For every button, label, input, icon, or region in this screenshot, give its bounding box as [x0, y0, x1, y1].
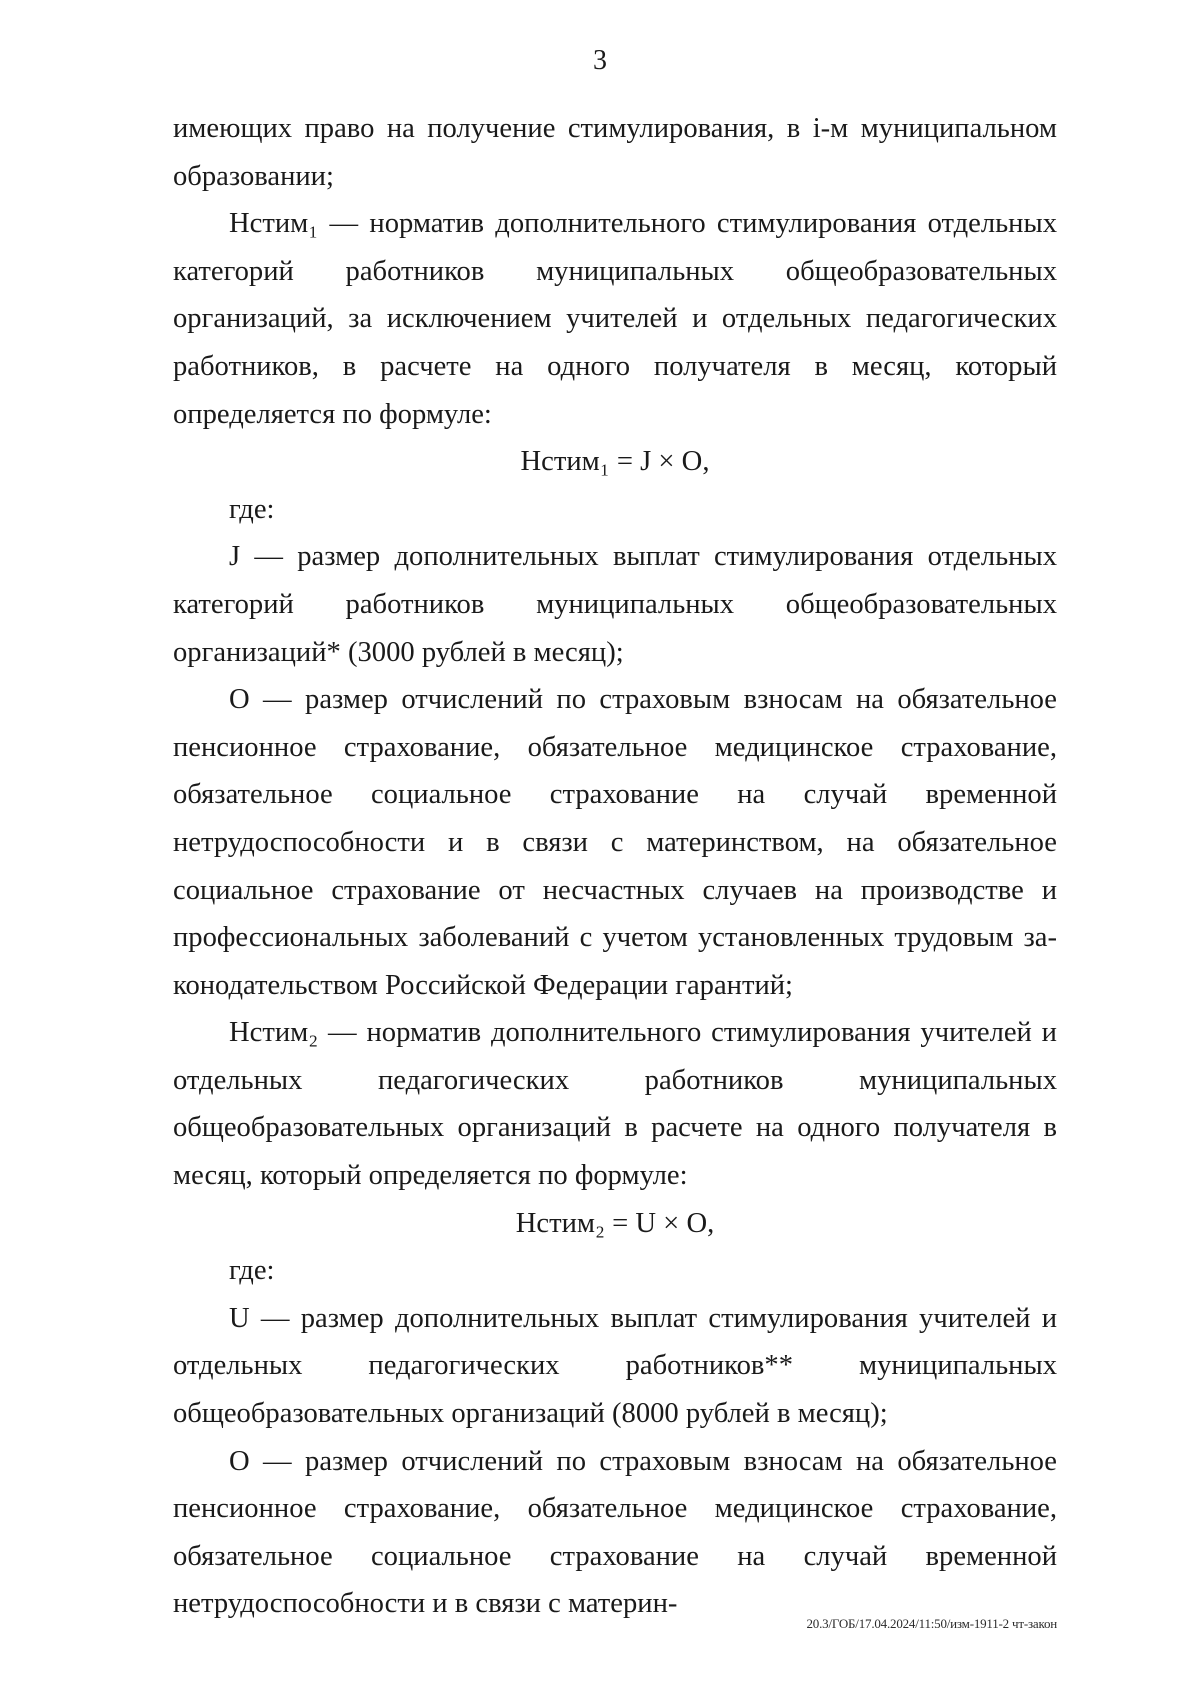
- document-footer: 20.3/ГОБ/17.04.2024/11:50/изм-1911-2 чт-закон: [806, 1616, 1057, 1631]
- paragraph: J — размер дополнительных выплат стимулирования отдельных категорий работников муниципальных общеобразовательных организаций* (3000 рублей в месяц);: [173, 541, 1057, 668]
- paragraph: O — размер отчислений по страховым взносам на обязательное пенсионное страхование, обязательное медицинское страхование, обязательное социальное страхование на случай временной нетрудоспособности и в связи с материнством, на обязательное социальное страхование от несчастных случаев на производстве и профессиональных заболеваний с учетом установленных трудовым законодательством Российской Федерации гарантий;: [173, 684, 1057, 1001]
- paragraph: где:: [229, 493, 275, 525]
- document-body: [173, 105, 1057, 1628]
- paragraph: имеющих право на получение стимулирования, в i-м муниципальном образовании;: [173, 113, 1057, 192]
- formula: Нстим₁ = J × O,: [520, 446, 710, 478]
- paragraph: где:: [229, 1255, 275, 1287]
- paragraph: Нстим₁ — норматив дополнительного стимулирования отдельных категорий работников муниципальных общеобразовательных организаций, за исключением учителей и отдельных педагогических работников, в расчете на одного получателя в месяц, который определяется по формуле:: [173, 208, 1057, 430]
- paragraph: U — размер дополнительных выплат стимулирования учителей и отдельных педагогических работников** муниципальных общеобразовательных организаций (8000 рублей в месяц);: [173, 1302, 1057, 1430]
- paragraph: O — размер отчислений по страховым взносам на обязательное пенсионное страхование, обязательное медицинское страхование, обязательное социальное страхование на случай временной нетрудоспособности и в связи с материн-: [173, 1445, 1057, 1620]
- paragraph: Нстим₂ — норматив дополнительного стимулирования учителей и отдельных педагогических работников муниципальных общеобразовательных организаций в расчете на одного получателя в месяц, который определяется по формуле:: [173, 1017, 1057, 1192]
- formula: Нстим₂ = U × O,: [515, 1207, 715, 1239]
- page-number: 3: [593, 45, 607, 76]
